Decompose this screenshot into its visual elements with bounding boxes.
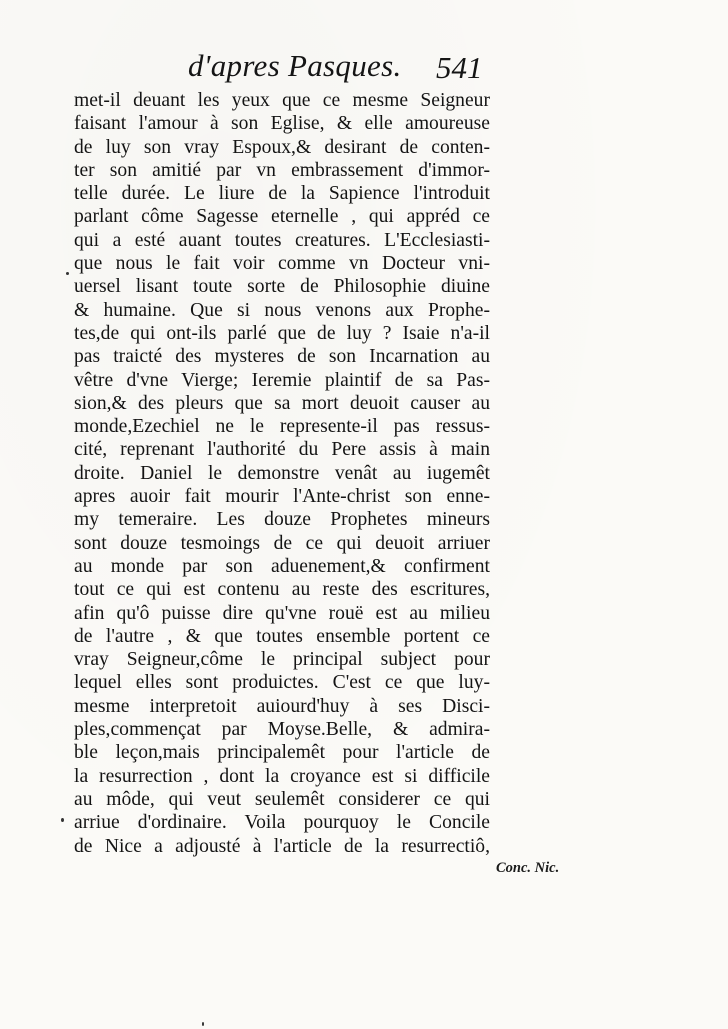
text-line: ble leçon,mais principalemêt pour l'article de (74, 742, 490, 764)
text-line: afin qu'ô puisse dire qu'vne rouë est au milieu (74, 602, 490, 624)
running-head: d'apres Pasques. (188, 48, 402, 83)
text-line: arriue d'ordinaire. Voila pourquoy le Concile (74, 812, 490, 834)
text-line: sion,& des pleurs que sa mort deuoit causer au (74, 392, 490, 414)
text-line: que nous le fait voir comme vn Docteur vni- (74, 253, 490, 275)
text-line: ples,commençat par Moyse.Belle, & admira- (74, 719, 490, 741)
text-line: & humaine. Que si nous venons aux Prophe- (74, 299, 490, 321)
page-number: 541 (436, 50, 483, 85)
text-line: parlant côme Sagesse eternelle , qui appréd ce (74, 206, 490, 228)
text-line: de luy son vray Espoux,& desirant de conten- (74, 136, 490, 158)
text-line: pas traicté des mysteres de son Incarnation au (74, 346, 490, 368)
text-line: de l'autre , & que toutes ensemble portent ce (74, 625, 490, 647)
text-line: monde,Ezechiel ne le represente-il pas ressus- (74, 416, 490, 438)
ink-speck (61, 818, 64, 822)
text-line: au môde, qui veut seulemêt considerer ce qui (74, 788, 490, 810)
text-line: cité, reprenant l'authorité du Pere assis à main (74, 439, 490, 461)
text-line: ter son amitié par vn embrassement d'immor- (74, 159, 490, 181)
text-line: met-il deuant les yeux que ce mesme Seigneur (74, 90, 490, 111)
text-line: tes,de qui ont-ils parlé que de luy ? Isaie n'a-il (74, 322, 490, 344)
text-line: uersel lisant toute sorte de Philosophie diuine (74, 276, 490, 298)
text-line: la resurrection , dont la croyance est si difficile (74, 765, 490, 787)
ink-speck (202, 1022, 204, 1026)
text-line: droite. Daniel le demonstre venât au iugemêt (74, 462, 490, 484)
body-text (74, 89, 490, 858)
text-line: vêtre d'vne Vierge; Ieremie plaintif de sa Pas- (74, 369, 490, 391)
text-line: apres auoir fait mourir l'Ante-christ son enne- (74, 486, 490, 508)
text-line: telle durée. Le liure de la Sapience l'introduit (74, 183, 490, 205)
margin-note: Conc. Nic. (496, 860, 560, 876)
text-line: faisant l'amour à son Eglise, & elle amoureuse (74, 113, 490, 135)
text-line: lequel elles sont produictes. C'est ce que luy- (74, 672, 490, 694)
text-line: au monde par son aduenement,& confirment (74, 555, 490, 577)
text-line: tout ce qui est contenu au reste des escritures, (74, 579, 490, 601)
text-line: my temeraire. Les douze Prophetes mineurs (74, 509, 490, 531)
text-line: de Nice a adjousté à l'article de la resurrectiô, (74, 835, 490, 857)
text-line: mesme interpretoit auiourd'huy à ses Disci- (74, 695, 490, 717)
text-line: vray Seigneur,côme le principal subject pour (74, 649, 490, 671)
ink-speck (66, 272, 69, 275)
text-line: qui a esté auant toutes creatures. L'Ecclesiasti- (74, 229, 490, 251)
text-line: sont douze tesmoings de ce qui deuoit arriuer (74, 532, 490, 554)
